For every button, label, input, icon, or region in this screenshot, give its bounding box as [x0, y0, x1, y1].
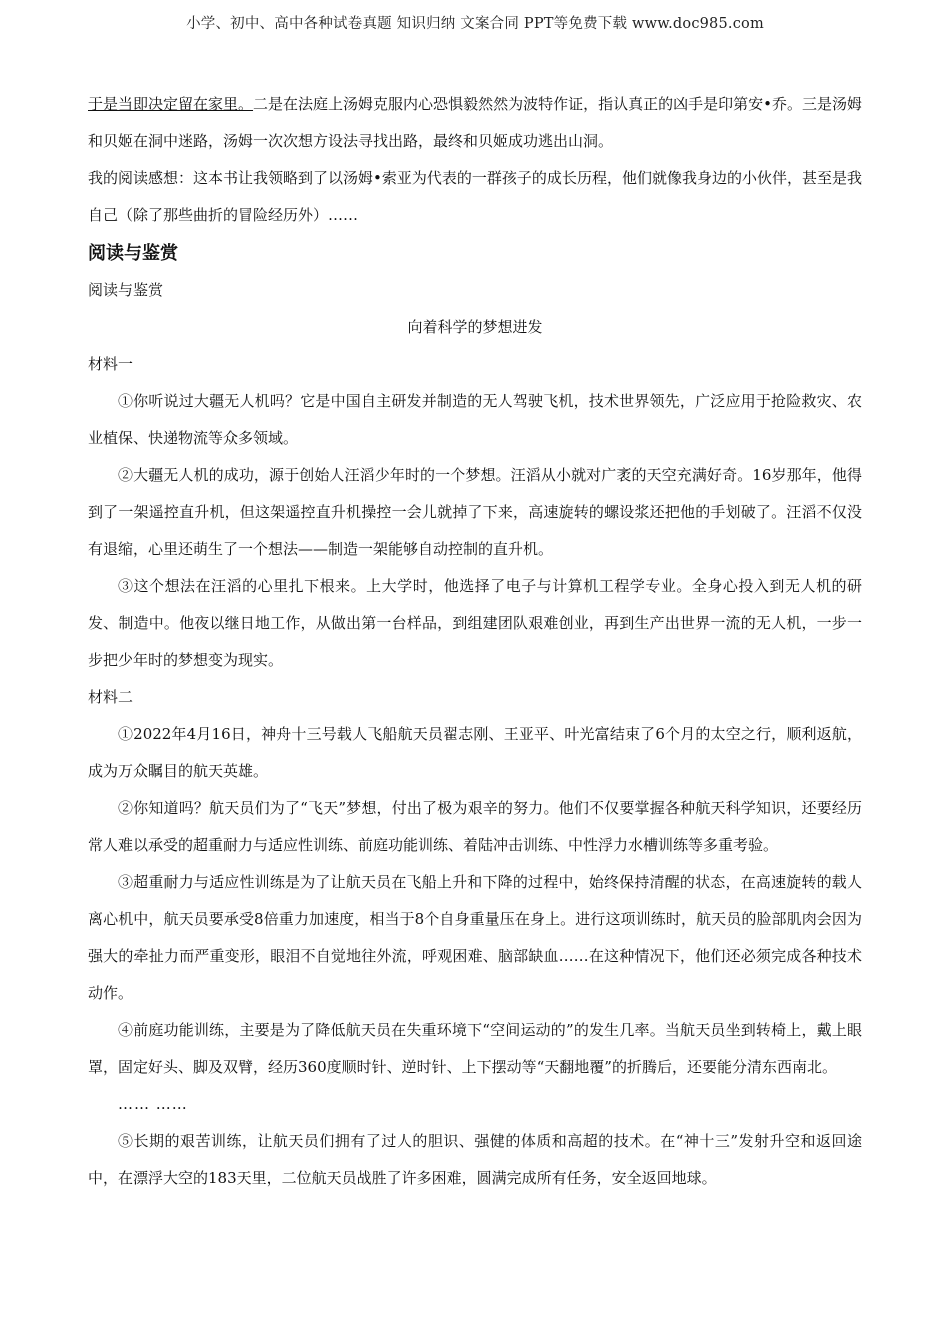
material2-paragraph-5: ⑤长期的艰苦训练，让航天员们拥有了过人的胆识、强健的体质和高超的技术。在“神十三”发射升空和返回途中，在漂浮大空的183天里，二位航天员战胜了许多困难，圆满完成所有任务，安全返回地球。 — [88, 1132, 862, 1187]
ellipsis: …… …… — [118, 1095, 188, 1113]
material2-label: 材料二 — [88, 688, 134, 706]
material2-paragraph-1: ①2022年4月16日，神舟十三号载人飞船航天员翟志刚、王亚平、叶光富结束了6个月的太空之行，顺利返航，成为万众瞩目的航天英雄。 — [88, 725, 862, 780]
material2-paragraph-2: ②你知道吗？航天员们为了“飞天”梦想，付出了极为艰辛的努力。他们不仅要掌握各种航天科学知识，还要经历常人难以承受的超重耐力与适应性训练、前庭功能训练、着陆冲击训练、中性浮力水槽训练等多重考验。 — [88, 799, 862, 854]
material2-paragraph-3: ③超重耐力与适应性训练是为了让航天员在飞船上升和下降的过程中，始终保持清醒的状态，在高速旋转的载人离心机中，航天员要承受8倍重力加速度，相当于8个自身重量压在身上。进行这项训练时，航天员的脸部肌肉会因为强大的牵扯力而严重变形，眼泪不自觉地往外流，呼观困难、脑部缺血……在这种情况下，他们还必须完成各种技术动作。 — [88, 873, 862, 1002]
article-title: 向着科学的梦想进发 — [407, 318, 543, 336]
material1-paragraph-2: ②大疆无人机的成功，源于创始人汪滔少年时的一个梦想。汪滔从小就对广袤的天空充满好奇。16岁那年，他得到了一架遥控直升机，但这架遥控直升机操控一会儿就掉了下来，高速旋转的螺设浆还把他的手划破了。汪滔不仅没有退缩，心里还萌生了一个想法——制造一架能够自动控制的直升机。 — [88, 466, 862, 558]
section-title: 阅读与鉴赏 — [88, 243, 178, 264]
page-header: 小学、初中、高中各种试卷真题 知识归纳 文案合同 PPT等免费下载 www.doc985.com — [186, 16, 764, 32]
material1-paragraph-3: ③这个想法在汪滔的心里扎下根来。上大学时，他选择了电子与计算机工程学专业。全身心投入到无人机的研发、制造中。他夜以继日地工作，从做出第一台样品，到组建团队艰难创业，再到生产出世界一流的无人机，一步一步把少年时的梦想变为现实。 — [88, 577, 862, 669]
material1-paragraph-1: ①你听说过大疆无人机吗？它是中国自主研发并制造的无人驾驶飞机，技术世界领先，广泛应用于抢险救灾、农业植保、快递物流等众多领域。 — [88, 392, 862, 447]
section-subtitle: 阅读与鉴赏 — [88, 281, 164, 299]
reading-feeling: 我的阅读感想：这本书让我领略到了以汤姆•索亚为代表的一群孩子的成长历程，他们就像我身边的小伙伴，甚至是我自己（除了那些曲折的冒险经历外）…… — [88, 169, 862, 224]
material1-label: 材料一 — [88, 355, 134, 373]
material2-paragraph-4: ④前庭功能训练，主要是为了降低航天员在失重环境下“空间运动的”的发生几率。当航天员坐到转椅上，戴上眼罩，固定好头、脚及双臂，经历360度顺时针、逆时针、上下摆动等“天翻地覆”的折腾后，还要能分清东西南北。 — [88, 1021, 862, 1076]
intro-text: 二是在法庭上汤姆克服内心恐惧毅然然为波特作证，指认真正的凶手是印第安•乔。三是汤姆和贝姬在洞中迷路，汤姆一次次想方设法寻找出路，最终和贝姬成功逃出山洞。 — [88, 95, 862, 150]
document-body — [88, 86, 862, 1197]
intro-paragraph — [88, 86, 862, 160]
underlined-text: 于是当即决定留在家里。 — [88, 95, 254, 113]
